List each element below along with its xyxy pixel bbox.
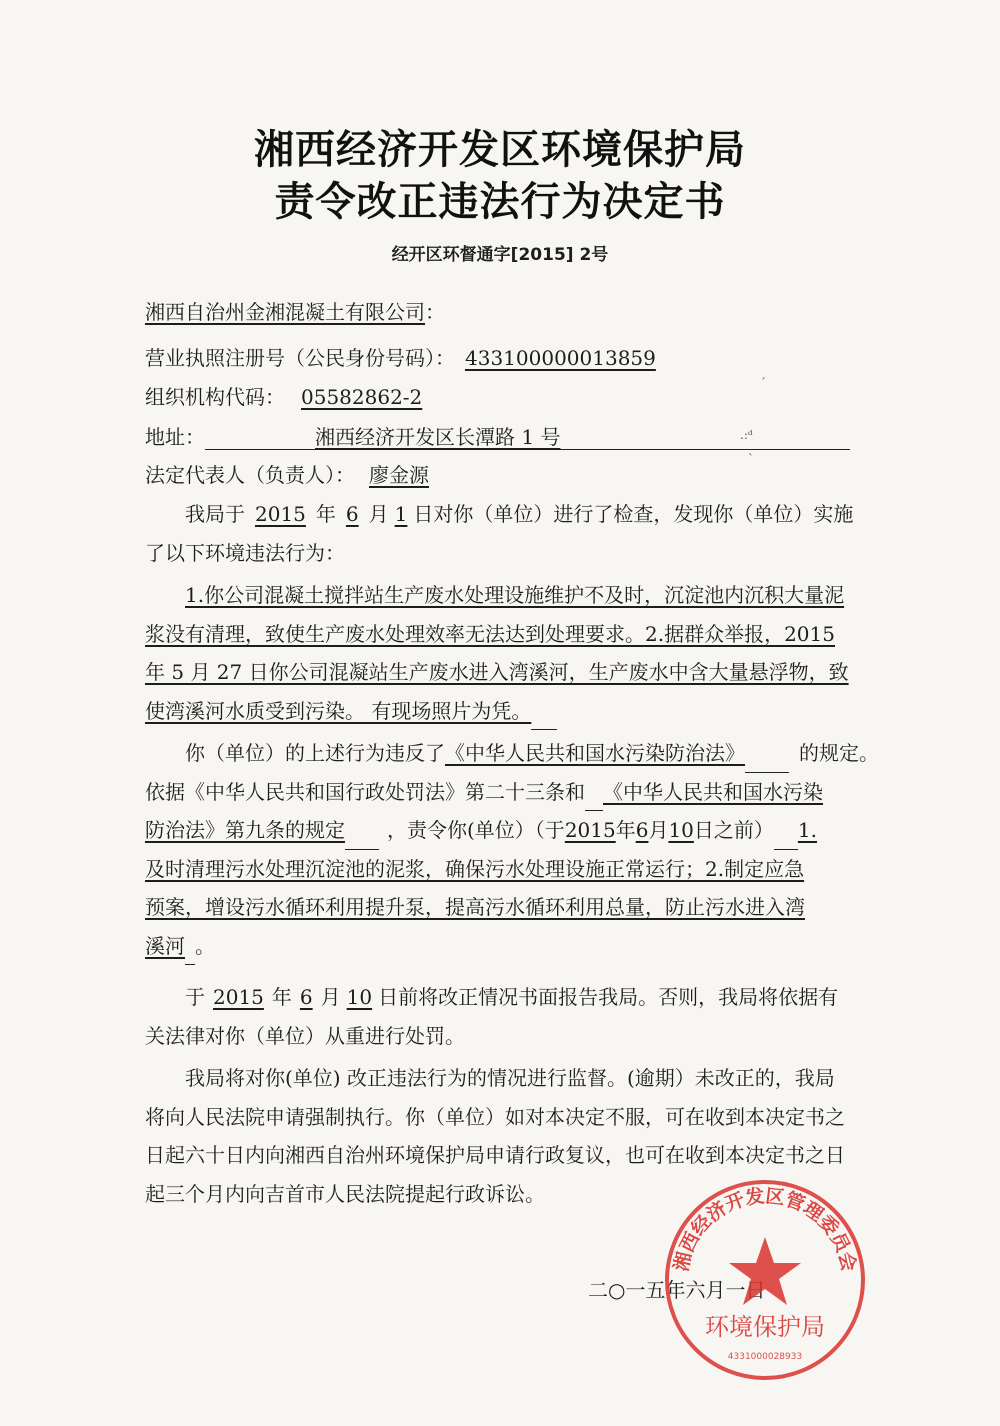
- org-code-line: [145, 381, 452, 410]
- seal-number: 4331000028933: [727, 1352, 803, 1362]
- issue-date: 二○一五年六月一日: [588, 1278, 766, 1302]
- report-month: 6: [299, 985, 313, 1009]
- seal-star-icon: [729, 1237, 801, 1305]
- violation-paragraph: 1.你公司混凝土搅拌站生产废水处理设施维护不及时，沉淀池内沉积大量泥 浆没有清理，致使生产废水处理效率无法达到处理要求。2.据群众举报，2015 年 5 月 27 日你公司混凝站生产废水进入湾溪河，生产废水中含大量悬浮物，致 使湾溪河水质受到污染。 有现场照片为凭。: [145, 576, 857, 730]
- report-year: 2015: [213, 985, 264, 1009]
- representative-line: [145, 459, 455, 488]
- address-value: 湘西经济开发区长潭路 1 号: [315, 425, 561, 449]
- official-seal: [660, 1175, 870, 1385]
- representative-label: 法定代表人（负责人）：: [145, 463, 355, 487]
- report-day: 10: [346, 985, 373, 1009]
- issuer-title: 湘西经济开发区环境保护局: [254, 127, 746, 173]
- inspection-paragraph: 我局于 2015 年 6 月 1 日对你（单位）进行了检查，发现你（单位）实施 了以下环境违法行为：: [145, 502, 854, 565]
- report-paragraph: 于 2015 年 6 月 10 日前将改正情况书面报告我局。否则，我局将依据有 关法律对你（单位）从重进行处罚。: [145, 985, 839, 1048]
- deadline-year: 2015: [564, 818, 616, 842]
- document-title: 责令改正违法行为决定书: [274, 179, 726, 225]
- seal-center-text: 环境保护局: [705, 1313, 825, 1341]
- deadline-day: 10: [668, 818, 694, 842]
- inspection-year: 2015: [255, 502, 306, 526]
- recipient-line: 湘西自治州金湘混凝土有限公司：: [145, 300, 445, 324]
- order-paragraph: 你（单位）的上述行为违反了《中华人民共和国水污染防治法》 的规定。 依据《中华人民共和国行政处罚法》第二十三条和 《中华人民共和国水污染 防治法》第九条的规定 ，责令你(单位）（于2015年6月10日之前） 1. 及时清理污水处理沉淀池的泥浆，确保污水处理设施正常运行；2.制定应急 预案，增设污水循环利用提升泵，提高污水循环利用总量，防止污水进入湾 溪河 。: [145, 734, 857, 965]
- company-name: 湘西自治州金湘混凝土有限公司: [145, 300, 425, 324]
- deadline-month: 6: [635, 818, 649, 842]
- license-label: 营业执照注册号（公民身份号码）：: [145, 346, 455, 370]
- seal-outer-text: 湘西经济开发区管理委员会: [670, 1185, 860, 1274]
- org-code-label: 组织机构代码：: [145, 385, 285, 409]
- legal-basis-law: 《中华人民共和国水污染: [603, 779, 823, 804]
- supervision-paragraph: 我局将对你(单位) 改正违法行为的情况进行监督。(逾期）未改正的，我局 将向人民法院申请强制执行。你（单位）如对本决定不服，可在收到本决定书之 日起六十日内向湘西自治州环境保护局申请行政复议，也可在收到本决定书之日 起三个月内向吉首市人民法院提起行政诉讼。: [145, 1066, 845, 1206]
- scan-mark: .:ᵈ: [740, 428, 753, 442]
- scan-mark: ˊ: [760, 376, 766, 390]
- address-label: 地址：: [145, 425, 205, 449]
- license-line: [145, 342, 674, 371]
- inspection-day: 1: [394, 502, 408, 526]
- scan-mark: ˋ: [748, 452, 754, 466]
- representative-value: 廖金源: [369, 463, 429, 487]
- document-number: 经开区环督通字[2015] 2号: [391, 245, 609, 265]
- violated-law: 《中华人民共和国水污染防治法》: [445, 741, 745, 765]
- inspection-month: 6: [345, 502, 359, 526]
- license-value: 433100000013859: [465, 346, 656, 370]
- org-code-value: 05582862-2: [301, 385, 423, 409]
